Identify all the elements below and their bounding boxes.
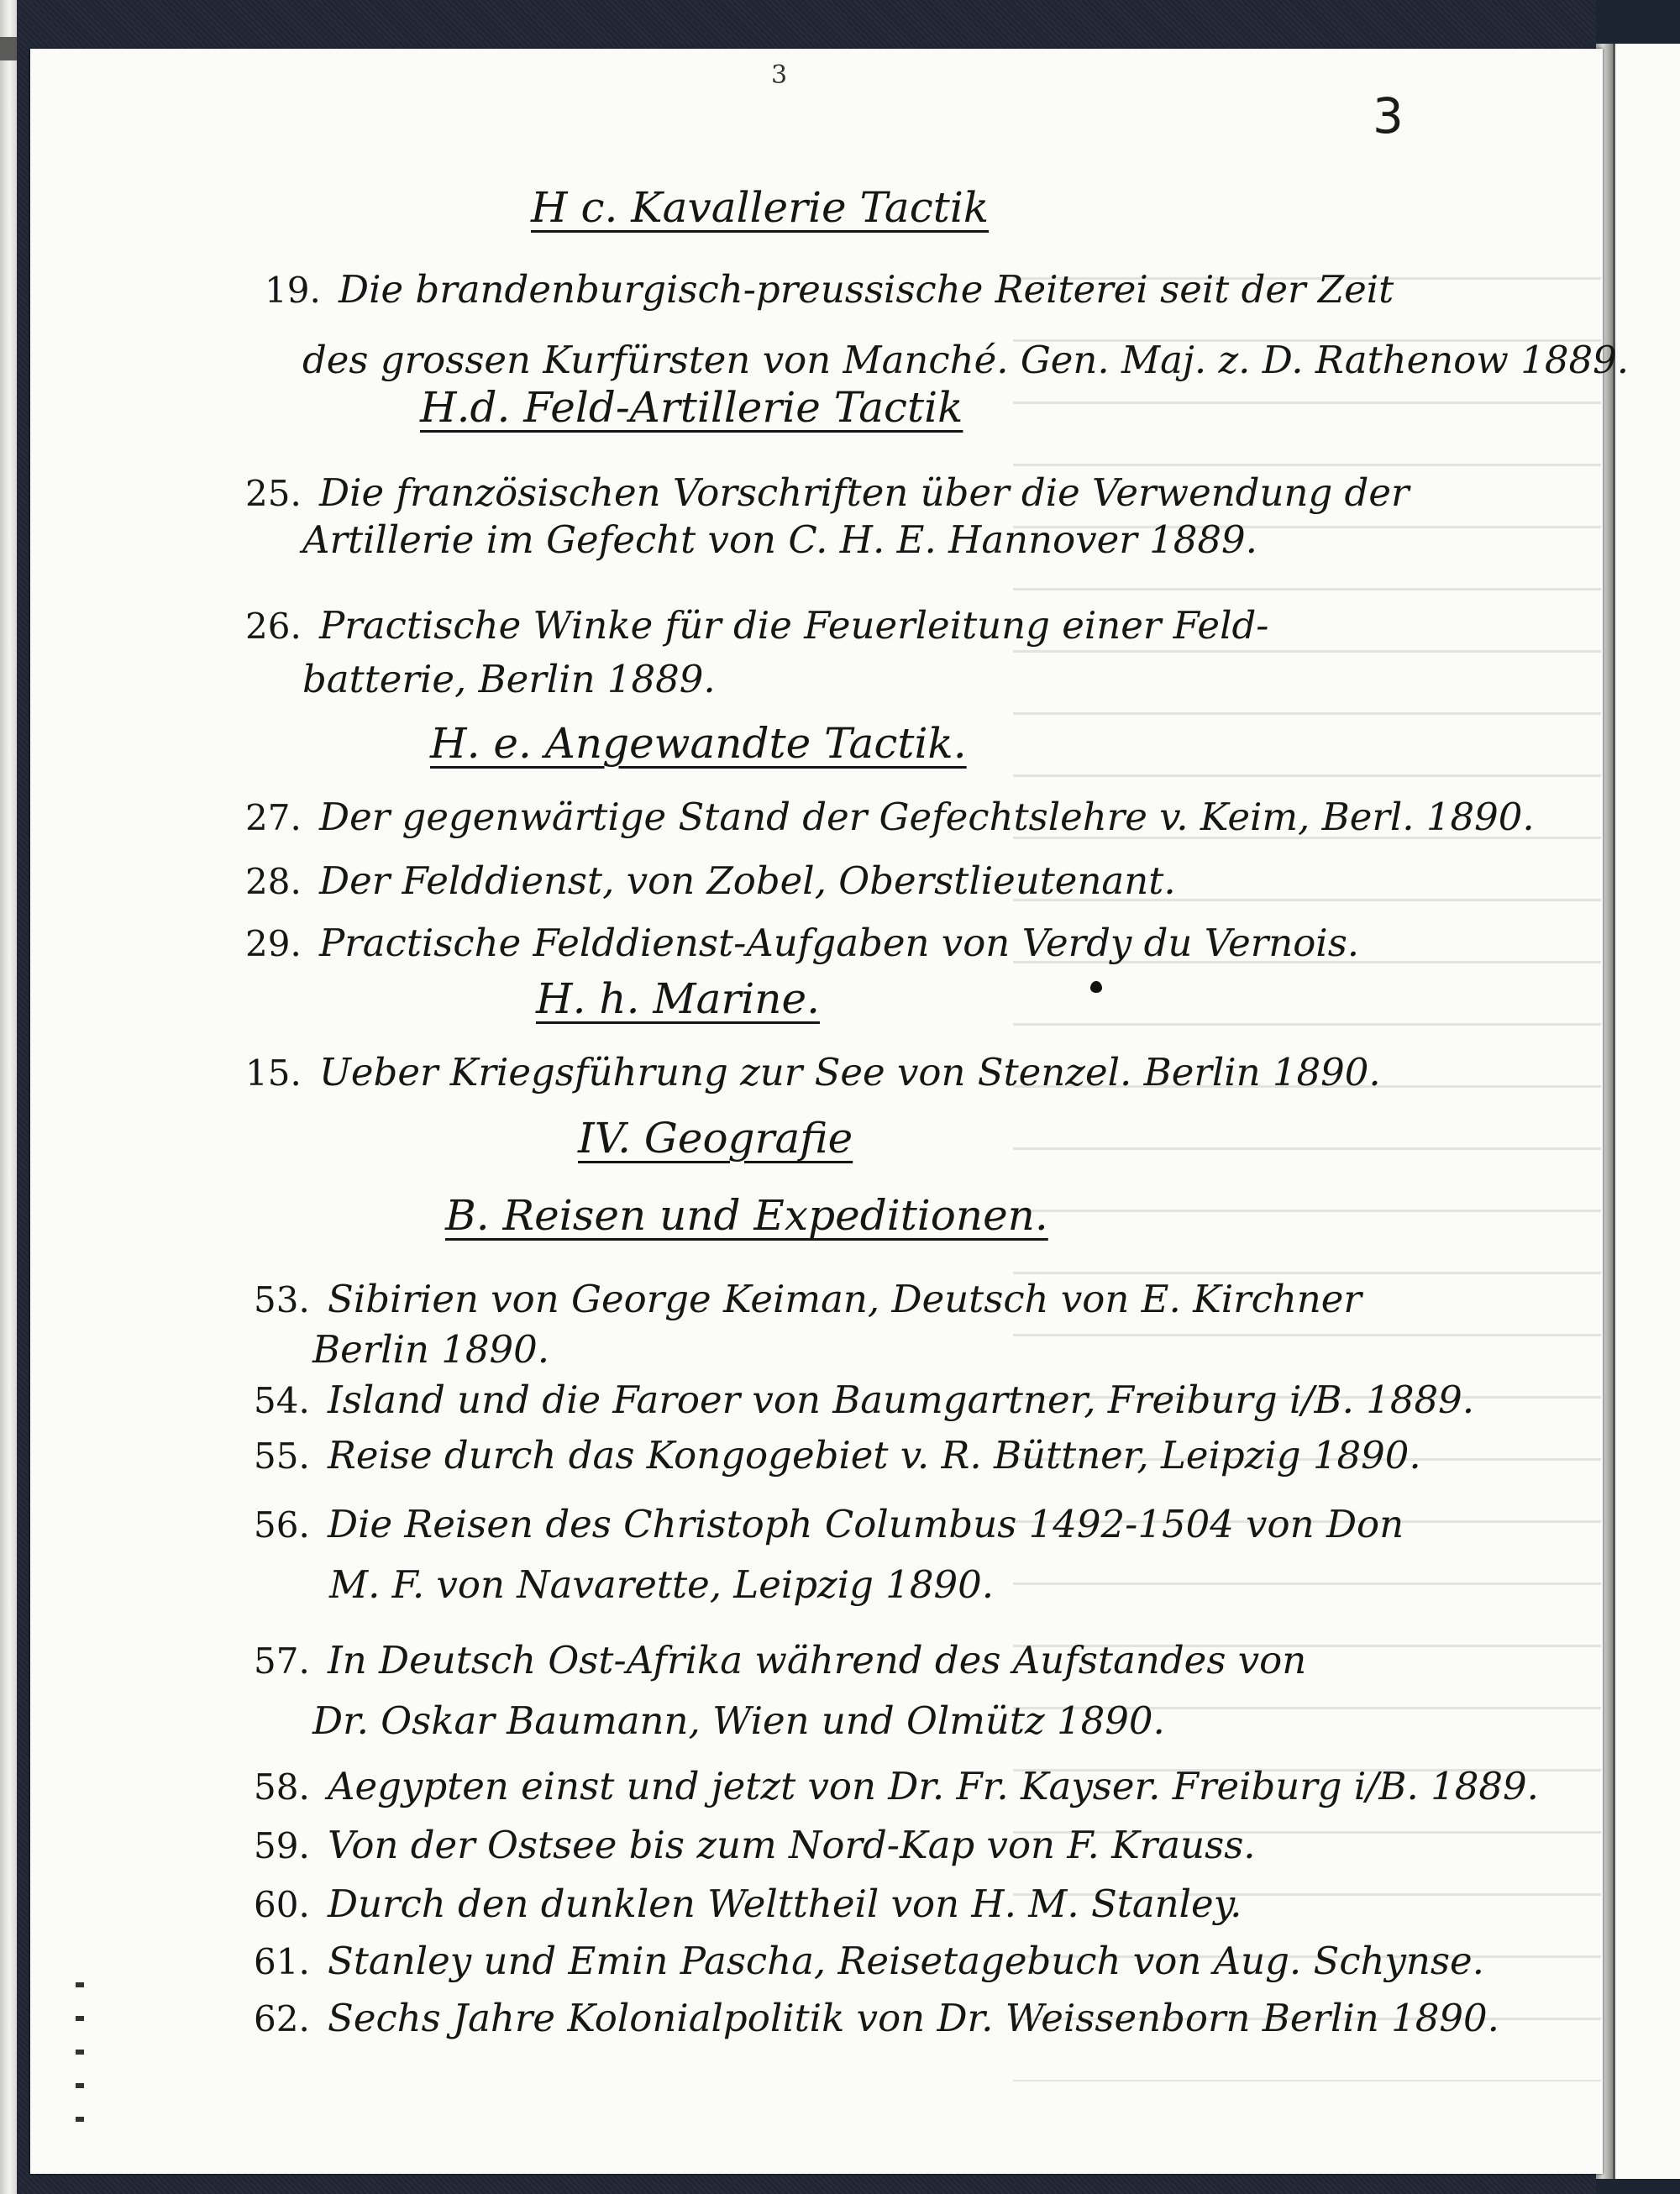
entry-number: 25.	[245, 473, 302, 514]
heading-reisen	[445, 1191, 1048, 1240]
list-item	[245, 921, 1359, 965]
list-item	[254, 1433, 1421, 1478]
heading-text: H.d. Feld-Artillerie Tactik	[420, 383, 963, 432]
entry-number: 60.	[254, 1884, 310, 1925]
entry-text: des grossen Kurfürsten von Manché. Gen. Maj. z. D. Rathenow 1889.	[302, 338, 1630, 382]
entry-text: Artillerie im Gefecht von C. H. E. Hannover 1889.	[302, 517, 1257, 562]
list-item	[245, 603, 1268, 648]
entry-number: 15.	[245, 1052, 302, 1094]
entry-number: 53.	[254, 1279, 310, 1320]
heading-kavallerie	[531, 183, 989, 232]
binding-tab	[0, 37, 17, 60]
entry-number: 57.	[254, 1640, 310, 1682]
entry-text: Practische Winke für die Feuerleitung einer Feld-	[319, 603, 1269, 648]
entry-text: Berlin 1890.	[312, 1327, 550, 1372]
entry-text: Der Felddienst, von Zobel, Oberstlieutenant.	[319, 858, 1176, 903]
entry-text: In Deutsch Ost-Afrika während des Aufstandes von	[328, 1638, 1307, 1682]
list-item	[254, 1823, 1256, 1867]
list-item	[245, 858, 1176, 903]
entry-number: 29.	[245, 923, 302, 964]
entry-text: Die brandenburgisch-preussische Reiterei seit der Zeit	[339, 267, 1394, 312]
list-item	[265, 267, 1394, 312]
heading-text: H c. Kavallerie Tactik	[531, 183, 990, 232]
entry-number: 59.	[254, 1825, 310, 1866]
entry-continuation	[302, 338, 1629, 382]
entry-number: 56.	[254, 1504, 310, 1546]
entry-continuation	[302, 657, 716, 701]
heading-angewandte	[430, 719, 967, 768]
entry-continuation	[329, 1562, 994, 1607]
entry-text: Sechs Jahre Kolonialpolitik von Dr. Weissenborn Berlin 1890.	[328, 1996, 1499, 2040]
entry-text: Aegypten einst und jetzt von Dr. Fr. Kayser. Freiburg i/B. 1889.	[328, 1764, 1539, 1808]
entry-number: 62.	[254, 1998, 310, 2039]
entry-number: 26.	[245, 606, 302, 647]
entry-number: 19.	[265, 270, 321, 311]
heading-text: IV. Geografie	[578, 1114, 853, 1163]
entry-text: Die französischen Vorschriften über die Verwendung der	[319, 470, 1410, 515]
list-item	[254, 1378, 1474, 1422]
entry-text: Die Reisen des Christoph Columbus 1492-1504 von Don	[328, 1502, 1404, 1546]
entry-number: 58.	[254, 1766, 310, 1808]
list-item	[254, 1882, 1242, 1926]
entry-continuation	[312, 1698, 1165, 1743]
heading-marine	[536, 974, 820, 1023]
entry-text: Der gegenwärtige Stand der Gefechtslehre v. Keim, Berl. 1890.	[319, 795, 1535, 839]
margin-marks	[76, 1982, 84, 2142]
entry-number: 55.	[254, 1436, 310, 1477]
entry-text: Von der Ostsee bis zum Nord-Kap von F. Krauss.	[328, 1823, 1256, 1867]
entry-number: 54.	[254, 1380, 310, 1421]
entry-text: Durch den dunklen Welttheil von H. M. Stanley.	[328, 1882, 1242, 1926]
entry-text: Island und die Faroer von Baumgartner, Freiburg i/B. 1889.	[328, 1378, 1475, 1422]
list-item	[245, 1050, 1381, 1094]
ink-mark	[1090, 981, 1102, 993]
entry-text: M. F. von Navarette, Leipzig 1890.	[329, 1562, 995, 1607]
heading-geografie	[578, 1114, 853, 1163]
entry-text: Stanley und Emin Pascha, Reisetagebuch von Aug. Schynse.	[328, 1939, 1484, 1983]
folio-number: 3	[1373, 87, 1404, 144]
entry-number: 27.	[245, 797, 302, 838]
entry-text: batterie, Berlin 1889.	[302, 657, 716, 701]
entry-number: 28.	[245, 861, 302, 902]
list-item	[245, 470, 1410, 515]
list-item	[254, 1996, 1499, 2040]
entry-text: Ueber Kriegsführung zur See von Stenzel. Berlin 1890.	[319, 1050, 1381, 1094]
entry-text: Sibirien von George Keiman, Deutsch von E. Kirchner	[328, 1277, 1362, 1321]
entry-continuation	[302, 517, 1257, 562]
top-mark: 3	[771, 60, 788, 90]
entry-text: Practische Felddienst-Aufgaben von Verdy du Vernois.	[319, 921, 1360, 965]
heading-text: H. h. Marine.	[536, 974, 820, 1023]
entry-continuation	[312, 1327, 549, 1372]
binding-edge	[0, 0, 17, 2194]
list-item	[254, 1277, 1362, 1321]
heading-text: H. e. Angewandte Tactik.	[430, 719, 967, 768]
entry-number: 61.	[254, 1941, 310, 1982]
entry-text: Dr. Oskar Baumann, Wien und Olmütz 1890.	[312, 1698, 1165, 1743]
list-item	[254, 1939, 1484, 1983]
heading-text: B. Reisen und Expeditionen.	[445, 1191, 1048, 1240]
entry-text: Reise durch das Kongogebiet v. R. Büttner, Leipzig 1890.	[328, 1433, 1421, 1478]
list-item	[254, 1638, 1306, 1682]
list-item	[245, 795, 1535, 839]
list-item	[254, 1764, 1539, 1808]
heading-feld-artillerie	[420, 383, 963, 432]
list-item	[254, 1502, 1404, 1546]
